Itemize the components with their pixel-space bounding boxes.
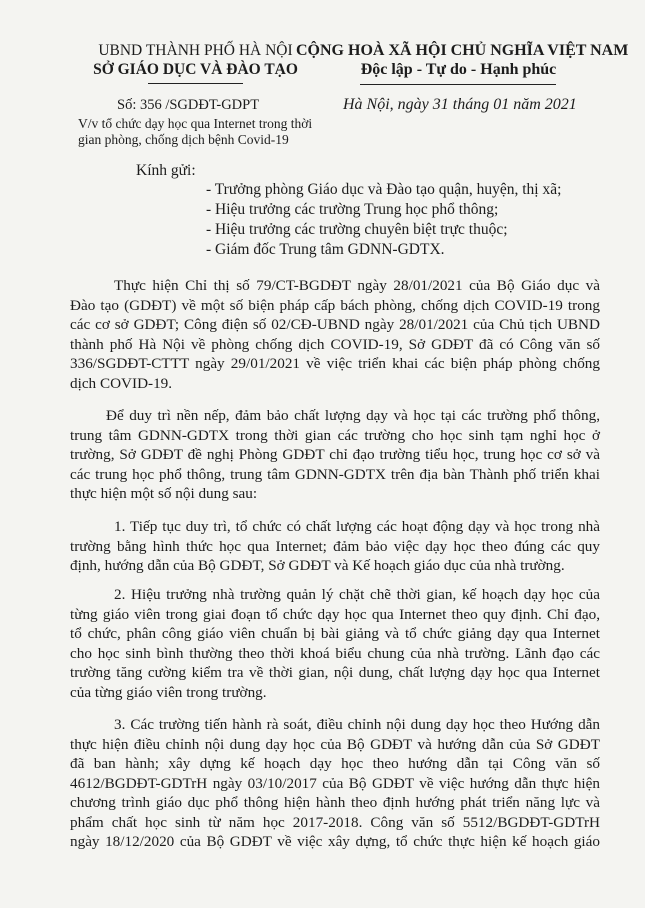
paragraph-line: trường, Sở GDĐT đề nghị Phòng GDĐT chỉ đạo trường tiểu học, trung học cơ sở và [70,446,600,463]
paragraph-line: trường tăng cường kiểm tra về thời gian, nội dung, chất lượng dạy học qua Internet [70,664,600,681]
paragraph-line: Thực hiện Chỉ thị số 79/CT-BGDĐT ngày 28/01/2021 của Bộ Giáo dục và [114,277,600,294]
paragraph-line: 2. Hiệu trưởng nhà trường quản lý chặt chẽ thời gian, kế hoạch dạy học của [114,586,600,603]
paragraph-line: đã ban hành; xây dựng kế hoạch dạy học theo hướng dẫn tại Công văn số [70,755,600,772]
paragraph-line: cho học sinh bình thường theo thời khoá biểu chung của nhà trường. Lãnh đạo các [70,644,600,662]
paragraph-3 [70,517,600,576]
paragraph-line: ngày 18/12/2020 của Bộ GDĐT về việc xây dựng, tổ chức thực hiện kế hoạch giáo [70,833,600,850]
paragraph-line: Đào tạo (GDĐT) về một số biện pháp cấp bách phòng, chống dịch COVID-19 trong [70,296,600,314]
subject-line-1: V/v tổ chức dạy học qua Internet trong thời [78,116,313,131]
paragraph-line: các cơ sở GDĐT; Công điện số 02/CĐ-UBND ngày 28/01/2021 của Chủ tịch UBND [70,316,600,333]
paragraph-line: chương trình giáo dục phổ thông hiện hành theo định hướng phát triển năng lực và [70,794,600,811]
paragraph-1 [70,276,600,393]
country-line-1: CỘNG HOÀ XÃ HỘI CHỦ NGHĨA VIỆT NAM [296,42,629,59]
agency-underline [148,83,243,84]
paragraph-line: 336/SGDĐT-CTTT ngày 29/01/2021 về việc triển khai các biện pháp phòng chống [70,355,600,372]
paragraph-line: Để duy trì nền nếp, đảm bảo chất lượng dạy và học tại các trường phổ thông, [106,407,600,424]
salutation: Kính gửi: [136,162,196,179]
agency-line-1: UBND THÀNH PHỐ HÀ NỘI [98,42,293,59]
paragraph-line: các trung học phổ thông, trung tâm GDNN-GDTX trên địa bàn Thành phố triển khai [70,465,600,483]
motto-underline [360,84,556,85]
agency-line-2: SỞ GIÁO DỤC VÀ ĐÀO TẠO [93,61,298,78]
subject-line-2: gian phòng, chống dịch bệnh Covid-19 [78,132,289,147]
paragraph-line: định, hướng dẫn của Bộ GDĐT, Sở GDĐT và Kế hoạch giáo dục của nhà trường. [70,557,565,574]
paragraph-line: tổ chức, phân công giáo viên chuẩn bị bài giảng và tổ chức giảng dạy qua Internet [70,625,600,642]
paragraph-line: trường bằng hình thức học qua Internet; đảm bảo việc dạy học theo đúng các quy [70,537,600,555]
paragraph-5 [70,715,600,852]
paragraph-line: phẩm chất học sinh từ năm học 2017-2018. Công văn số 5512/BGDĐT-GDTrH [70,813,600,831]
place-date: Hà Nội, ngày 31 tháng 01 năm 2021 [343,96,577,113]
paragraph-line: thành phố Hà Nội về phòng chống dịch COVID-19, Sở GDĐT đã có Công văn số [70,335,600,353]
paragraph-line: dịch COVID-19. [70,374,173,392]
paragraph-2 [70,406,600,504]
paragraph-line: từng giáo viên trong giai đoạn tổ chức dạy học qua Internet theo quy định. Chỉ đạo, [70,605,600,623]
recipient-item: - Giám đốc Trung tâm GDNN-GDTX. [206,241,445,258]
document-number: Số: 356 /SGDĐT-GDPT [117,97,260,113]
country-motto: Độc lập - Tự do - Hạnh phúc [360,61,557,78]
paragraph-line: trung tâm GDNN-GDTX trong thời gian các trường cho học sinh tạm nghỉ học ở [70,426,600,444]
paragraph-line: thực hiện điều chỉnh nội dung dạy học của Bộ GDĐT và hướng dẫn của Sở GDĐT [70,735,600,753]
paragraph-line: thực hiện một số nội dung sau: [70,485,258,502]
paragraph-line: 3. Các trường tiến hành rà soát, điều chỉnh nội dung dạy học theo Hướng dẫn [114,716,600,733]
paragraph-line: 1. Tiếp tục duy trì, tổ chức có chất lượng các hoạt động dạy và học trong nhà [114,518,600,535]
recipient-item: - Hiệu trưởng các trường Trung học phổ thông; [206,201,499,218]
paragraph-4 [70,585,600,702]
recipient-item: - Hiệu trưởng các trường chuyên biệt trực thuộc; [206,221,508,238]
recipient-item: - Trưởng phòng Giáo dục và Đào tạo quận, huyện, thị xã; [206,181,562,198]
paragraph-line: của từng giáo viên trong trường. [70,683,267,701]
paragraph-line: 4612/BGDĐT-GDTrH ngày 03/10/2017 của Bộ GDĐT về việc hướng dẫn thực hiện [70,774,600,792]
